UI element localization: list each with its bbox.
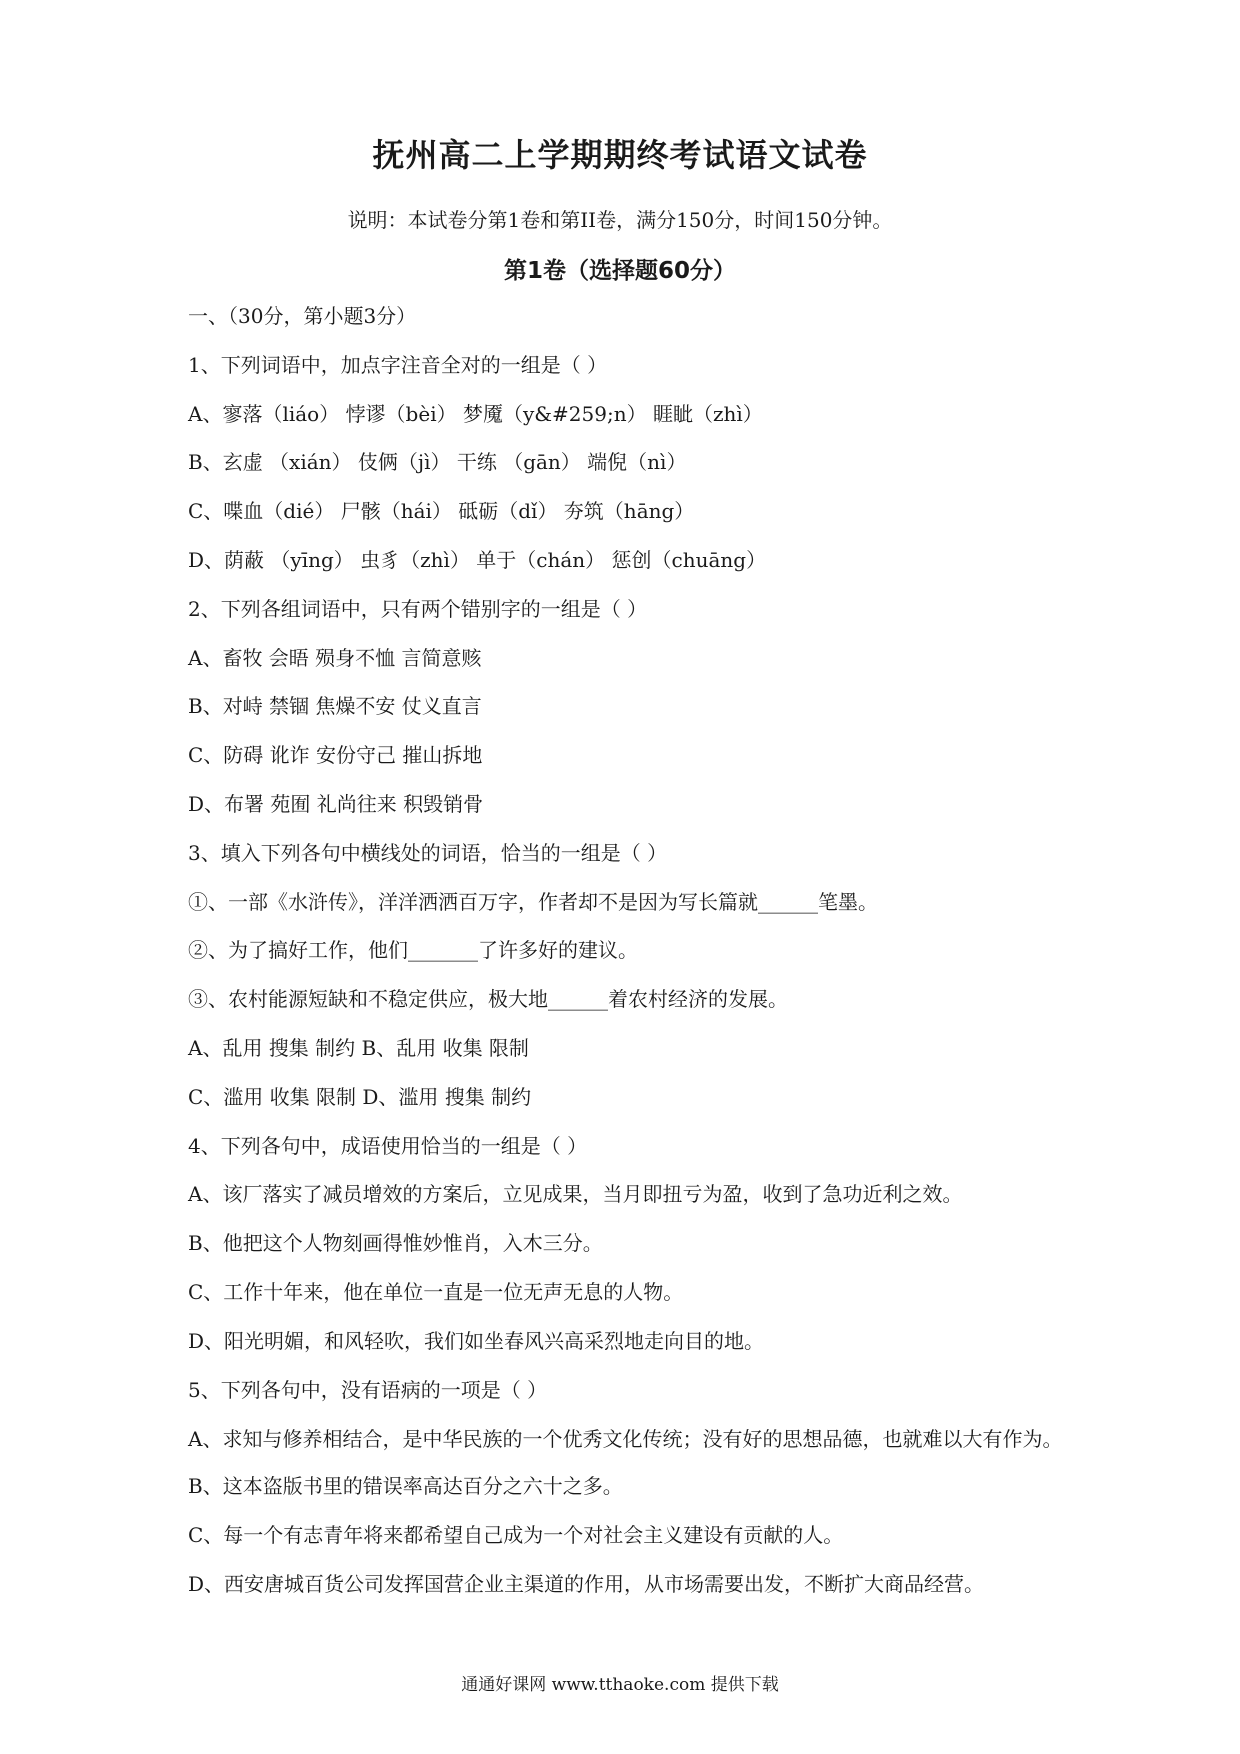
q3-sentence-2: ②、为了搞好工作，他们_______了许多好的建议。 [188,938,638,963]
q4-option-d: D、阳光明媚，和风轻吹，我们如坐春风兴高采烈地走向目的地。 [188,1328,765,1353]
q2-option-a: A、畜牧 会晤 殒身不恤 言简意赅 [188,645,482,670]
q2-option-d: D、布署 苑囿 礼尚往来 积毁销骨 [188,791,484,816]
question-4: 4、下列各句中，成语使用恰当的一组是（ ） [188,1133,588,1158]
q4-option-b: B、他把这个人物刻画得惟妙惟肖，入木三分。 [188,1231,603,1256]
q1-option-b: B、玄虚 （xián） 伎俩（jì） 干练 （gān） 端倪（nì） [188,450,687,475]
q2-option-c: C、防碍 讹诈 安份守己 摧山拆地 [188,743,483,768]
q3-sentence-3: ③、农村能源短缺和不稳定供应，极大地______着农村经济的发展。 [188,987,788,1012]
q4-option-c: C、工作十年来，他在单位一直是一位无声无息的人物。 [188,1279,684,1304]
q1-option-d: D、荫蔽 （yīng） 虫豸（zhì） 单于（chán） 惩创（chuāng） [188,547,767,572]
q5-option-c: C、每一个有志青年将来都希望自己成为一个对社会主义建设有贡献的人。 [188,1523,844,1548]
question-3: 3、填入下列各句中横线处的词语，恰当的一组是（ ） [188,840,668,865]
footer-source: 通通好课网 www.tthaoke.com 提供下载 [461,1675,779,1695]
q5-option-a: A、求知与修养相结合，是中华民族的一个优秀文化传统；没有好的思想品德，也就难以大有作为。 [188,1427,1063,1452]
question-2: 2、下列各组词语中，只有两个错别字的一组是（ ） [188,596,648,621]
question-body [188,300,1068,1617]
q3-options-ab: A、乱用 搜集 制约 B、乱用 收集 限制 [188,1035,529,1060]
q1-option-c: C、喋血（dié） 尸骸（hái） 砥砺（dǐ） 夯筑（hāng） [188,499,695,524]
question-1: 1、下列词语中，加点字注音全对的一组是（ ） [188,352,608,377]
section-heading: 第1卷（选择题60分） [503,258,736,284]
q3-sentence-1: ①、一部《水浒传》，洋洋洒洒百万字，作者却不是因为写长篇就______笔墨。 [188,889,878,914]
exam-instructions: 说明：本试卷分第1卷和第II卷，满分150分，时间150分钟。 [347,208,893,232]
q4-option-a: A、该厂落实了减员增效的方案后，立见成果，当月即扭亏为盈，收到了急功近利之效。 [188,1182,963,1207]
q5-option-d: D、西安唐城百货公司发挥国营企业主渠道的作用，从市场需要出发，不断扩大商品经营。 [188,1571,985,1596]
q3-options-cd: C、滥用 收集 限制 D、滥用 搜集 制约 [188,1084,532,1109]
part-heading: 一、（30分，第小题3分） [188,304,417,328]
q1-option-a: A、寥落（liáo） 悖谬（bèi） 梦魇（y&#259;n） 睚眦（zhì） [188,401,763,426]
q2-option-b: B、对峙 禁锢 焦燥不安 仗义直言 [188,694,482,719]
question-5: 5、下列各句中，没有语病的一项是（ ） [188,1377,548,1402]
q5-option-b: B、这本盗版书里的错误率高达百分之六十之多。 [188,1474,623,1499]
page-title: 抚州高二上学期期终考试语文试卷 [372,136,868,174]
